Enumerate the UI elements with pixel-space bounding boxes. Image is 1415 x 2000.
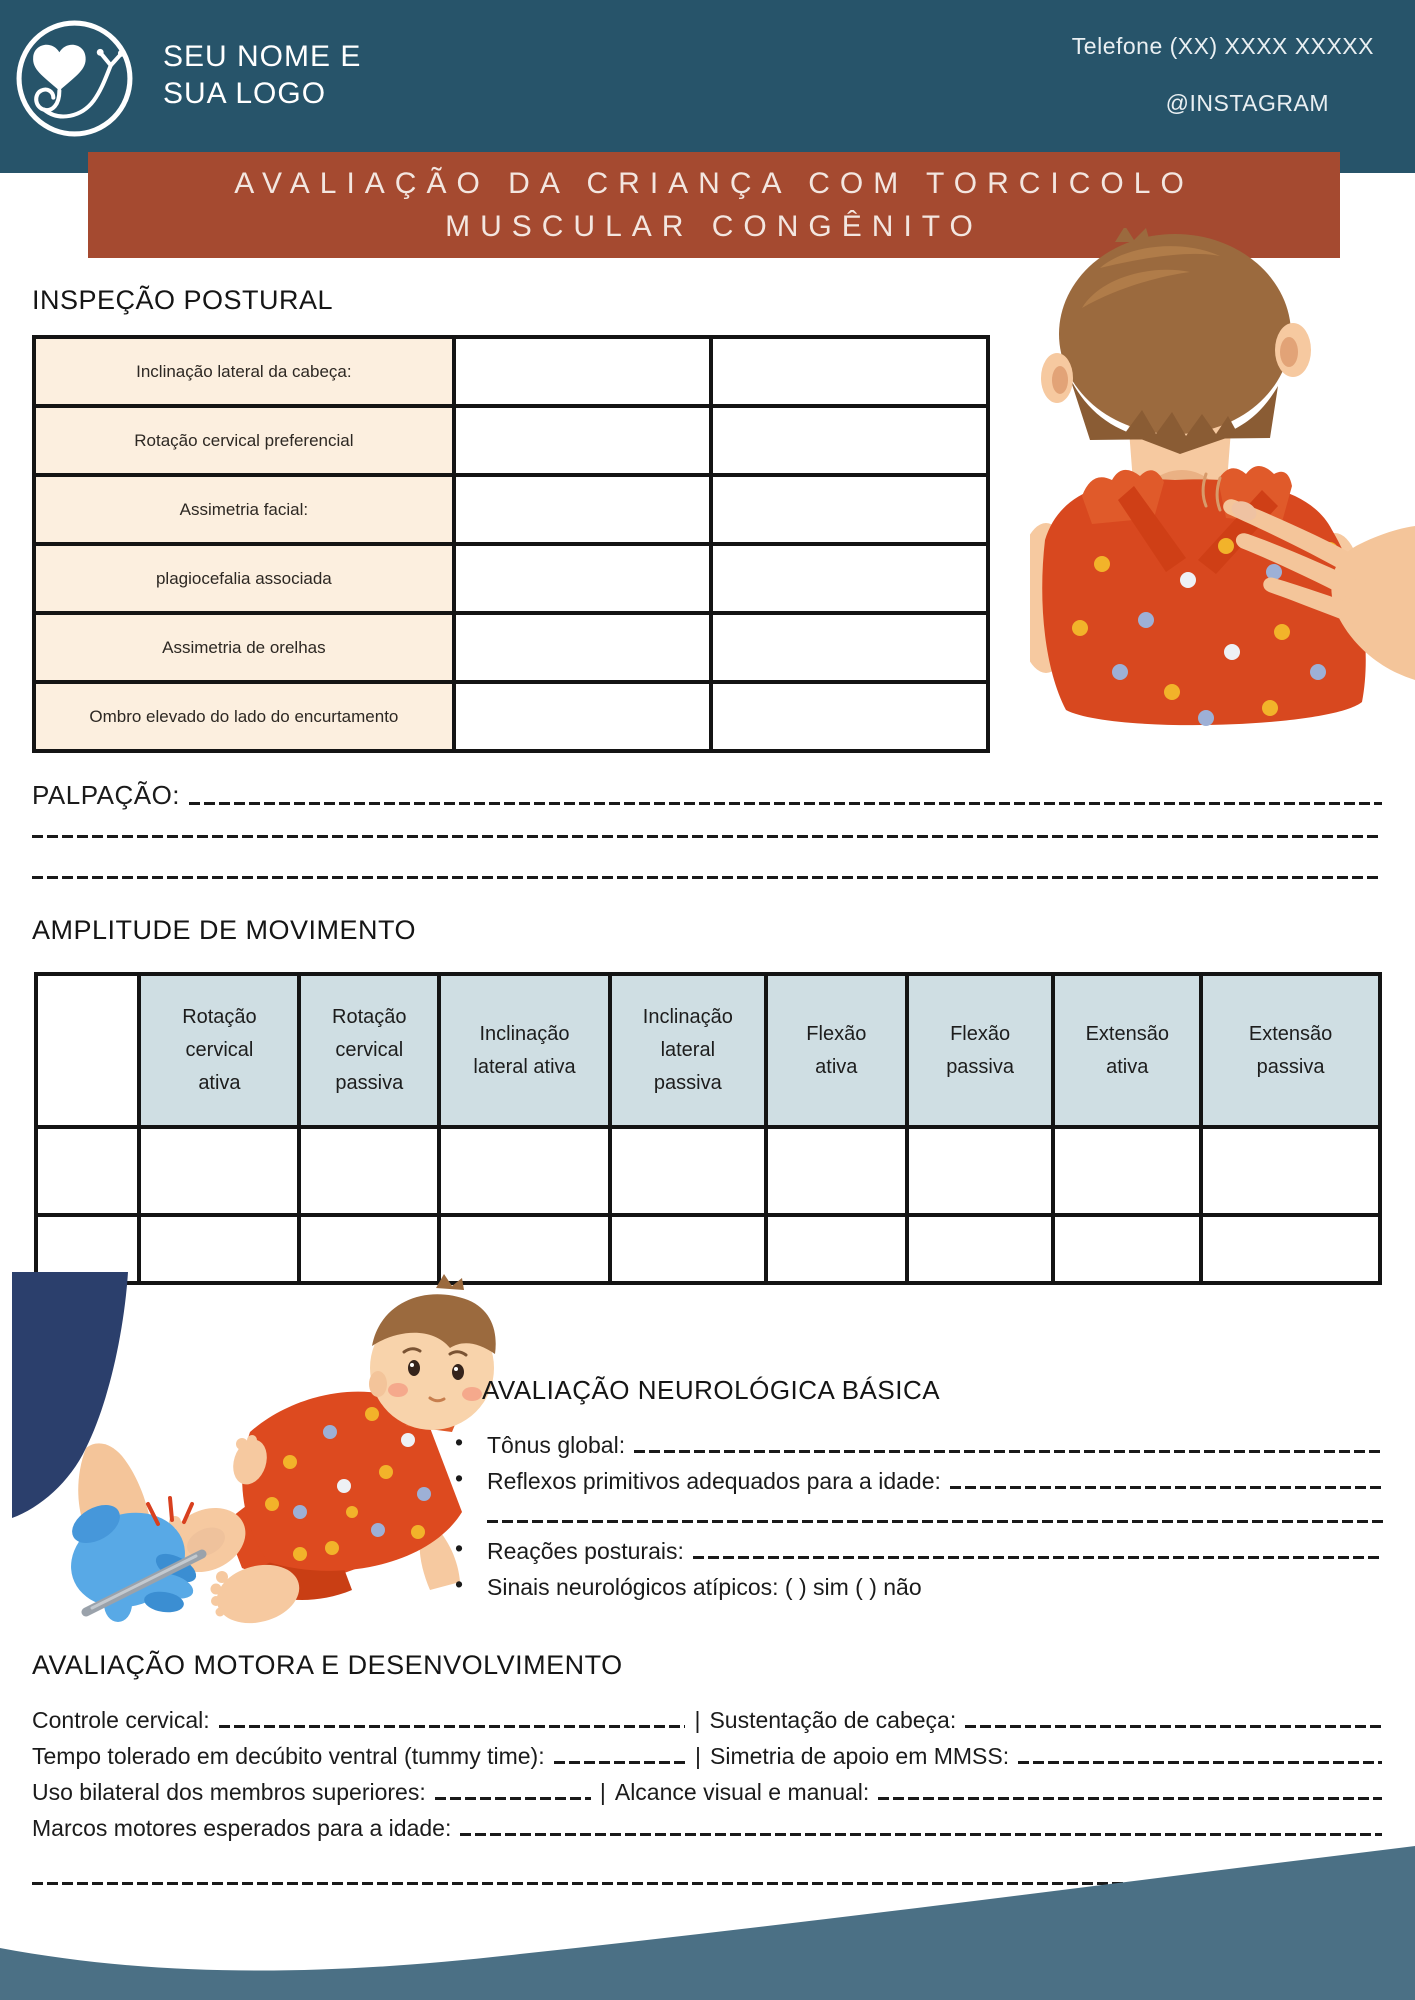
fill-in-blank-line[interactable] xyxy=(965,1725,1382,1728)
motora-line-content xyxy=(32,1815,1382,1842)
amplitude-header-row xyxy=(36,974,1380,1127)
bullet-marker-icon: • xyxy=(455,1465,464,1491)
form-label: | xyxy=(599,1779,606,1805)
amplitude-heading: AMPLITUDE DE MOVIMENTO xyxy=(32,915,417,945)
amplitude-value-cell[interactable] xyxy=(439,1127,610,1215)
amplitude-value-cell[interactable] xyxy=(299,1127,439,1215)
fill-in-blank-line[interactable] xyxy=(32,835,1382,838)
postural-value-cell[interactable] xyxy=(711,337,988,406)
amplitude-value-cell[interactable] xyxy=(907,1215,1053,1283)
form-label: Reflexos primitivos adequados para a idade: xyxy=(487,1468,941,1494)
amplitude-value-cell[interactable] xyxy=(139,1127,299,1215)
amplitude-value-cell[interactable] xyxy=(610,1215,766,1283)
amplitude-column-header: Inclinação lateral passiva xyxy=(610,974,766,1127)
amplitude-column-header: Rotação cervical passiva xyxy=(299,974,439,1127)
motora-heading: AVALIAÇÃO MOTORA E DESENVOLVIMENTO xyxy=(32,1650,623,1680)
fill-in-blank-line[interactable] xyxy=(634,1450,1383,1453)
form-label: Uso bilateral dos membros superiores: xyxy=(32,1779,426,1805)
motora-line-content xyxy=(32,1779,1382,1806)
amplitude-value-cell[interactable] xyxy=(766,1127,907,1215)
motora-form-line xyxy=(32,1770,1382,1806)
amplitude-value-cell[interactable] xyxy=(766,1215,907,1283)
form-label: Simetria de apoio em MMSS: xyxy=(710,1743,1010,1769)
neuro-section xyxy=(455,1375,1383,1601)
postural-row-label: Rotação cervical preferencial xyxy=(34,406,454,475)
postural-table-row xyxy=(34,544,988,613)
page-title-line1: AVALIAÇÃO DA CRIANÇA COM TORCICOLO xyxy=(234,167,1194,200)
fill-in-blank-line[interactable] xyxy=(554,1761,686,1764)
footer-wave-decoration xyxy=(0,1840,1415,2000)
neuro-bullet-item xyxy=(455,1423,1383,1459)
fill-in-blank-line[interactable] xyxy=(460,1833,1382,1836)
fill-in-blank-line[interactable] xyxy=(487,1520,1383,1523)
amplitude-column-header: Extensão passiva xyxy=(1201,974,1380,1127)
form-label: Reações posturais: xyxy=(487,1538,684,1564)
motora-form-line xyxy=(32,1806,1382,1842)
heart-stethoscope-logo-icon xyxy=(12,16,138,142)
fill-in-blank-line[interactable] xyxy=(878,1797,1382,1800)
postural-row-label: Ombro elevado do lado do encurtamento xyxy=(34,682,454,751)
motora-form-line xyxy=(32,1734,1382,1770)
postural-value-cell[interactable] xyxy=(454,475,712,544)
page-title-line2: MUSCULAR CONGÊNITO xyxy=(445,210,983,243)
neuro-bullet-line xyxy=(487,1520,1383,1529)
amplitude-column-header: Flexão passiva xyxy=(907,974,1053,1127)
amplitude-value-cell[interactable] xyxy=(36,1127,139,1215)
postural-value-cell[interactable] xyxy=(711,613,988,682)
neuro-bullet-line xyxy=(487,1574,1383,1601)
amplitude-value-cell[interactable] xyxy=(1053,1127,1201,1215)
amplitude-value-cell[interactable] xyxy=(1201,1215,1380,1283)
postural-value-cell[interactable] xyxy=(454,682,712,751)
neuro-bullet-item xyxy=(455,1565,1383,1601)
palpacao-line2 xyxy=(32,835,1382,844)
form-label: Sinais neurológicos atípicos: ( ) sim ( ) não xyxy=(487,1574,922,1600)
neuro-bullet-line xyxy=(487,1538,1383,1565)
amplitude-value-cell[interactable] xyxy=(610,1127,766,1215)
amplitude-column-header: Rotação cervical ativa xyxy=(139,974,299,1127)
postural-value-cell[interactable] xyxy=(711,544,988,613)
amplitude-value-cell[interactable] xyxy=(1201,1127,1380,1215)
form-label: Tônus global: xyxy=(487,1432,626,1458)
postural-value-cell[interactable] xyxy=(454,337,712,406)
postural-table xyxy=(32,335,990,753)
fill-in-blank-line[interactable] xyxy=(189,802,1382,805)
form-label: Alcance visual e manual: xyxy=(614,1779,870,1805)
brand-line2: SUA LOGO xyxy=(163,77,327,110)
postural-row-label: Assimetria de orelhas xyxy=(34,613,454,682)
postural-value-cell[interactable] xyxy=(454,544,712,613)
neuro-bullet-list xyxy=(455,1423,1383,1601)
neuro-bullet-item xyxy=(455,1459,1383,1495)
motora-form-line xyxy=(32,1698,1382,1734)
postural-table-row xyxy=(34,337,988,406)
amplitude-corner-cell xyxy=(36,974,139,1127)
amplitude-value-cell[interactable] xyxy=(907,1127,1053,1215)
bullet-marker-icon: • xyxy=(455,1571,464,1597)
amplitude-column-header: Extensão ativa xyxy=(1053,974,1201,1127)
form-label: Tempo tolerado em decúbito ventral (tummy time): xyxy=(32,1743,545,1769)
fill-in-blank-line[interactable] xyxy=(1018,1761,1382,1764)
postural-table-row xyxy=(34,475,988,544)
form-label: | xyxy=(694,1707,701,1733)
bullet-marker-icon: • xyxy=(455,1535,464,1561)
fill-in-blank-line[interactable] xyxy=(435,1797,591,1800)
motora-line-content xyxy=(32,1707,1382,1734)
neuro-bullet-item xyxy=(455,1529,1383,1565)
neuro-bullet-line xyxy=(487,1432,1383,1459)
postural-row-label: Assimetria facial: xyxy=(34,475,454,544)
form-label: Sustentação de cabeça: xyxy=(709,1707,957,1733)
amplitude-body-row xyxy=(36,1127,1380,1215)
neuro-bullet-item xyxy=(455,1507,1383,1529)
postural-table-row xyxy=(34,613,988,682)
postural-value-cell[interactable] xyxy=(454,406,712,475)
amplitude-value-cell[interactable] xyxy=(1053,1215,1201,1283)
postural-table-row xyxy=(34,406,988,475)
postural-row-label: plagiocefalia associada xyxy=(34,544,454,613)
postural-heading: INSPEÇÃO POSTURAL xyxy=(32,285,334,315)
fill-in-blank-line[interactable] xyxy=(693,1556,1383,1559)
instagram-handle: @INSTAGRAM xyxy=(1165,90,1329,116)
postural-value-cell[interactable] xyxy=(711,475,988,544)
neuro-bullet-line xyxy=(487,1468,1383,1495)
postural-row-label: Inclinação lateral da cabeça: xyxy=(34,337,454,406)
baby-neck-palpation-illustration xyxy=(1030,228,1415,733)
palpacao-block xyxy=(32,780,1382,885)
motora-line-content xyxy=(32,1743,1382,1770)
phone-text: Telefone (XX) XXXX XXXXX xyxy=(1071,33,1374,59)
form-label: PALPAÇÃO: xyxy=(32,780,181,810)
fill-in-blank-line[interactable] xyxy=(219,1725,686,1728)
fill-in-blank-line[interactable] xyxy=(950,1486,1383,1489)
amplitude-column-header: Inclinação lateral ativa xyxy=(439,974,610,1127)
postural-table-body xyxy=(34,337,988,751)
neuro-heading: AVALIAÇÃO NEUROLÓGICA BÁSICA xyxy=(482,1375,941,1405)
postural-value-cell[interactable] xyxy=(454,613,712,682)
palpacao-line3 xyxy=(32,876,1382,885)
amplitude-column-header: Flexão ativa xyxy=(766,974,907,1127)
palpacao-line1 xyxy=(32,780,1382,811)
postural-value-cell[interactable] xyxy=(711,682,988,751)
brand-line1: SEU NOME E xyxy=(163,40,362,73)
form-label: Controle cervical: xyxy=(32,1707,210,1733)
form-label: Marcos motores esperados para a idade: xyxy=(32,1815,452,1841)
bullet-marker-icon: • xyxy=(455,1429,464,1455)
postural-value-cell[interactable] xyxy=(711,406,988,475)
form-label: | xyxy=(695,1743,702,1769)
brand-name xyxy=(163,38,361,112)
amplitude-table-body xyxy=(36,974,1380,1283)
postural-table-row xyxy=(34,682,988,751)
amplitude-table xyxy=(34,972,1382,1285)
fill-in-blank-line[interactable] xyxy=(32,876,1382,879)
